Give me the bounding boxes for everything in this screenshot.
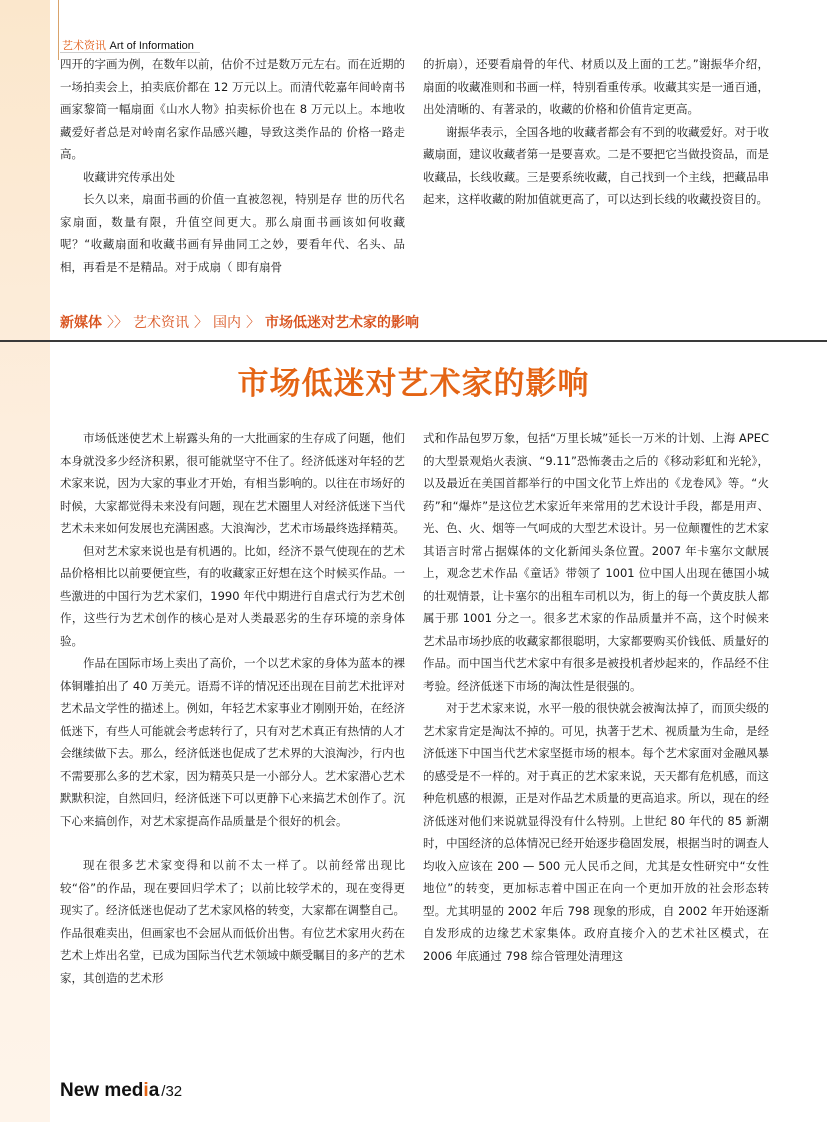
article-paragraph: 但对艺术家来说也是有机遇的。比如，经济不景气使现在的艺术品价格相比以前要便宜些，有的收藏家正好想在这个时候买作品。一些激进的中国行为艺术家们，1990 年代中期进行自虐式行为艺术创作，这些行为艺术创作的核心是对人类最恶劣的生存环境的亲身体验。 bbox=[60, 543, 405, 648]
breadcrumb-item-current: 市场低迷对艺术家的影响 bbox=[265, 315, 419, 331]
article-paragraph: 作品在国际市场上卖出了高价，一个以艺术家的身体为蓝本的裸体铜雕拍出了 40 万美元。语焉不详的情况还出现在目前艺术批评对艺术品文学性的描述上。例如，年轻艺术家事业才刚刚开始，在经济低迷下，有些人可能就会考虑转行了，只有对艺术真正有热情的人才会继续做下去。那么，经济低迷也促成了艺术界的大浪淘沙，行内也不需要那么多的艺术家，因为精英只是一小部分人。艺术家潜心艺术默默积淀，自然回归，经济低迷下可以更静下心来搞艺术创作了。沉下心来搞创作，对艺术家提高作品质量是个很好的机会。 bbox=[60, 656, 405, 828]
article-paragraph: 市场低迷使艺术上崭露头角的一大批画家的生存成了问题，他们本身就没多少经济积累，很可能就坚守不住了。经济低迷对年轻的艺术家来说，因为大家的事业才开始，有相当影响的。以往在市场好的时候，大家都觉得未来没有问题，现在艺术圈里人对经济低迷下当代艺术未来如何发展也充满困惑。大浪淘沙，艺术市场最终选择精英。 bbox=[60, 431, 405, 535]
top-left-paragraph-2: 长久以来，扇面书画的价值一直被忽视，特别是存 世的历代名家扇面，数量有限，升值空间更大。那么扇面书画该如何收藏呢？“收藏扇面和收藏书画有异曲同工之妙，要看年代、名头、品相，再看是不是精品。对于成扇（ 即有扇骨 bbox=[60, 192, 405, 274]
section-header-en: Art of Information bbox=[109, 40, 194, 52]
magazine-logo: New media bbox=[60, 1080, 160, 1101]
breadcrumb-separator: 〉 bbox=[194, 315, 208, 331]
breadcrumb-separator: 〉 bbox=[246, 315, 260, 331]
decorative-top-line bbox=[58, 0, 59, 60]
breadcrumb-item-new-media[interactable]: 新媒体 bbox=[60, 315, 102, 331]
article-paragraph: 式和作品包罗万象，包括“万里长城”延长一万米的计划、上海 APEC 的大型景观焰火表演、“9.11”恐怖袭击之后的《移动彩虹和光轮》，以及最近在美国首都举行的中国文化节上炸出的《龙卷风》等。“火药”和“爆炸”是这位艺术家近年来常用的艺术设计手段，都是用声、光、色、火、烟等一气呵成的大型艺术设计。另一位颠覆性的艺术家其语言时常占据媒体的文化新闻头条位置。2007 年卡塞尔文献展上，观念艺术作品《童话》带领了 1001 位中国人出现在德国小城的壮观情景，让卡塞尔的出租车司机以为，街上的每一个黄皮肤人都属于那 1001 分之一。很多艺术家的作品质量并不高，这个时候来艺术品市场抄底的收藏家都很聪明，大家都要购买价钱低、质量好的作品。而中国当代艺术家中有很多是被投机者炒起来的，作品经不住考验。经济低迷下市场的淘汰性是很强的。 bbox=[423, 431, 769, 693]
section-header-cn: 艺术资讯 bbox=[62, 39, 106, 52]
breadcrumb-separator: 〉〉 bbox=[107, 315, 128, 331]
top-right-column bbox=[423, 53, 769, 211]
decorative-side-strip bbox=[0, 0, 50, 1122]
article-left-column bbox=[60, 427, 405, 989]
page-number: /32 bbox=[161, 1083, 183, 1100]
section-header bbox=[62, 37, 194, 53]
top-left-column bbox=[60, 53, 405, 278]
top-left-paragraph-1: 四开的字画为例，在数年以前，估价不过是数万元左右。而在近期的一场拍卖会上，拍卖底价都在 12 万元以上。而清代乾嘉年间岭南书画家黎简一幅扇面《山水人物》拍卖标价也在 8 万元以上。本地收藏爱好者总是对岭南名家作品感兴趣，导致这类作品的 价格一路走高。 bbox=[60, 57, 405, 161]
breadcrumb bbox=[60, 312, 760, 332]
article-right-column bbox=[423, 427, 769, 967]
top-left-subheading: 收藏讲究传承出处 bbox=[83, 169, 175, 184]
breadcrumb-item-domestic[interactable]: 国内 bbox=[213, 315, 241, 331]
article-paragraph: 现在很多艺术家变得和以前不太一样了。以前经常出现比较“俗”的作品，现在要回归学术了；以前比较学术的，现在变得更现实了。经济低迷也促动了艺术家风格的转变，大家都在调整自己。作品很难卖出，但画家也不会屈从而低价出售。有位艺术家用火药在艺术上炸出名堂，已成为国际当代艺术领域中颇受瞩目的多产的艺术家，其创造的艺术形 bbox=[60, 858, 405, 985]
breadcrumb-item-art-news[interactable]: 艺术资讯 bbox=[133, 315, 189, 331]
top-right-paragraph-2: 谢振华表示，全国各地的收藏者都会有不到的收藏爱好。对于收藏扇面，建议收藏者第一是要喜欢。二是不要把它当做投资品，而是收藏品，长线收藏。三是要系统收藏，自己找到一个主线，把藏品串起来，这样收藏的附加值就更高了，可以达到长线的收藏投资目的。 bbox=[423, 124, 769, 206]
article-paragraph: 对于艺术家来说，水平一般的很快就会被淘汰掉了，而顶尖级的艺术家肯定是淘汰不掉的。可见，执著于艺术、视质量为生命，是经济低迷下中国当代艺术家坚挺市场的根本。每个艺术家面对金融风暴的感受是不一样的。对于真正的艺术家来说，天天都有危机感，而这种危机感的根源，正是对作品艺术质量的更高追求。所以，现在的经济低迷对他们来说就显得没有什么特别。上世纪 80 年代的 85 新潮时，中国经济的总体情况已经开始逐步稳固发展，根据当时的调查人均收入应该在 200 — 500 元人民币之间，尤其是女性研究中“女性地位”的转变，更加标志着中国正在向一个更加开放的社会形态转型。尤其明显的 2002 年后 798 现象的形成，自 2002 年开始逐渐自发形成的边缘艺术家集体。政府直接介入的艺术社区模式，在 2006 年底通过 798 综合管理处清理这 bbox=[423, 701, 769, 963]
page-footer bbox=[60, 1080, 182, 1102]
top-right-paragraph-1: 的折扇），还要看扇骨的年代、材质以及上面的工艺。”谢振华介绍，扇面的收藏准则和书画一样，特别看重传承。收藏其实是一通百通，出处清晰的、有著录的，收藏的价格和价值肯定更高。 bbox=[423, 57, 769, 116]
article-title: 市场低迷对艺术家的影响 bbox=[237, 366, 590, 402]
breadcrumb-divider bbox=[0, 340, 827, 342]
